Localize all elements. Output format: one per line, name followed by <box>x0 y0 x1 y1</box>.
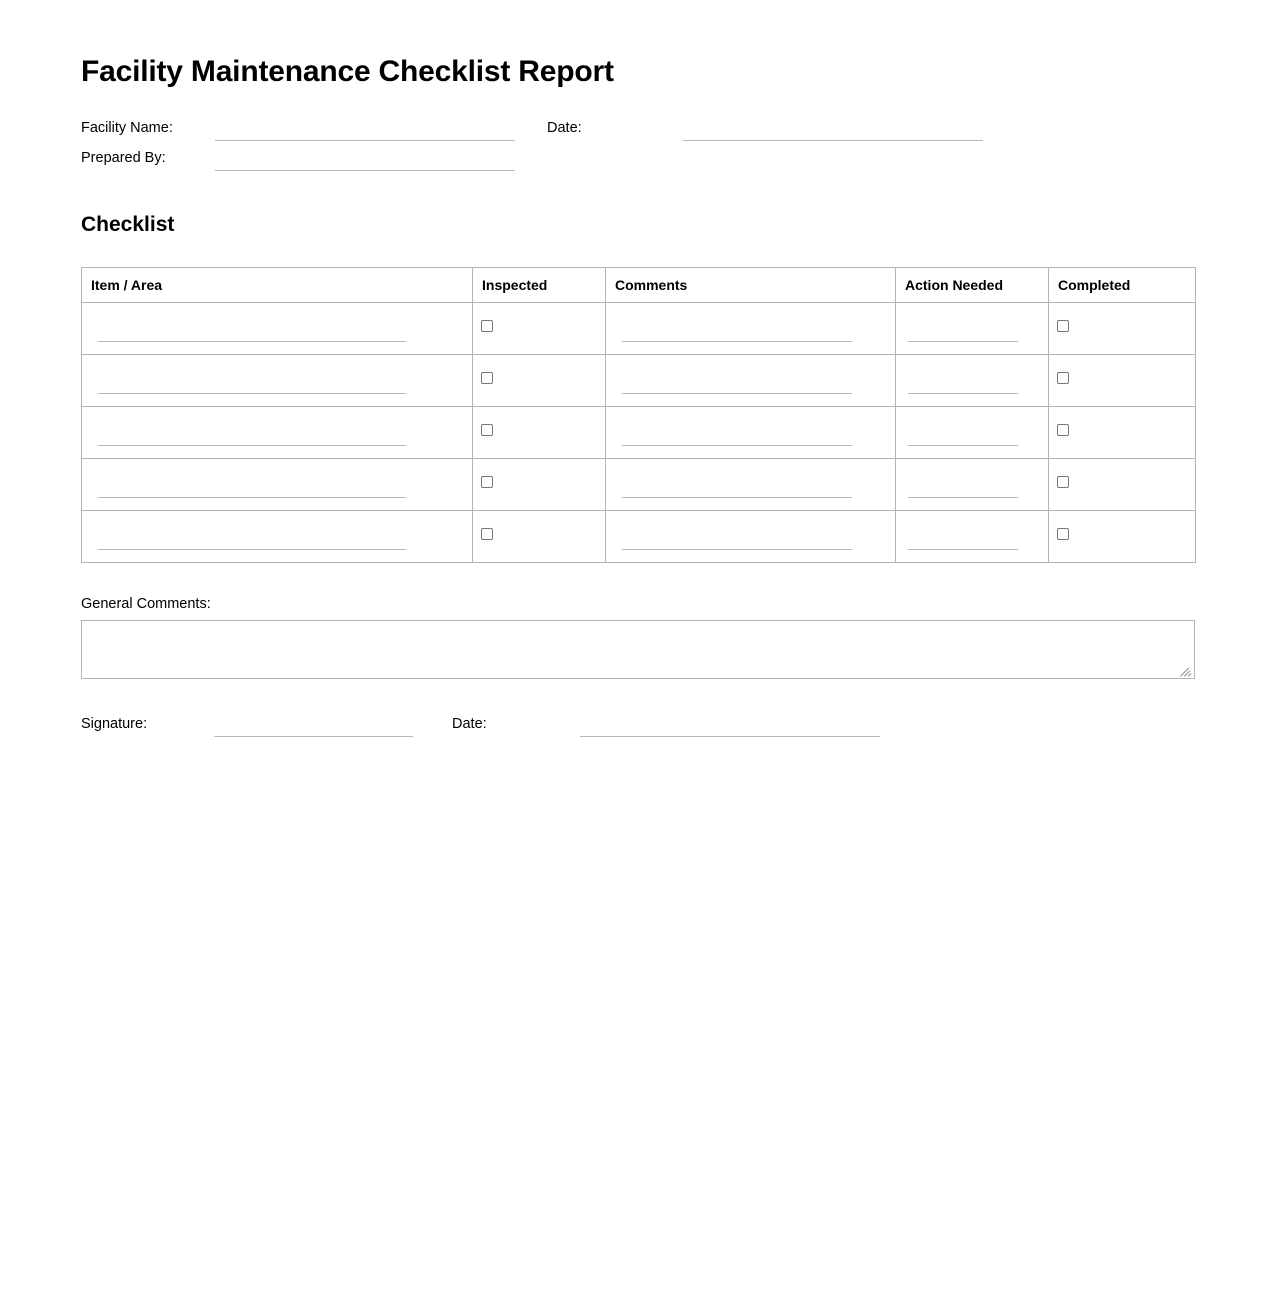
item-area-input[interactable] <box>98 497 406 498</box>
signature-label: Signature: <box>81 716 148 732</box>
cell-action-needed <box>896 303 1049 355</box>
prepared-by-input[interactable] <box>215 170 515 171</box>
item-area-input[interactable] <box>98 341 406 342</box>
cell-action-needed <box>896 407 1049 459</box>
comments-input[interactable] <box>622 497 852 498</box>
cell-comments <box>606 459 896 511</box>
item-area-input[interactable] <box>98 549 406 550</box>
checklist-table <box>81 267 1196 563</box>
action-needed-input[interactable] <box>908 497 1018 498</box>
cell-item-area <box>82 459 473 511</box>
table-row <box>82 407 1196 459</box>
prepared-by-label: Prepared By: <box>81 150 166 166</box>
cell-inspected <box>473 511 606 563</box>
action-needed-input[interactable] <box>908 393 1018 394</box>
column-header-action-needed: Action Needed <box>896 268 1049 303</box>
cell-completed <box>1049 459 1196 511</box>
inspected-checkbox[interactable] <box>481 320 493 332</box>
item-area-input[interactable] <box>98 393 406 394</box>
table-row <box>82 459 1196 511</box>
cell-inspected <box>473 407 606 459</box>
inspected-checkbox[interactable] <box>481 528 493 540</box>
cell-item-area <box>82 511 473 563</box>
checklist-section-heading: Checklist <box>81 213 175 236</box>
table-header-row <box>82 268 1196 303</box>
cell-completed <box>1049 511 1196 563</box>
signature-input[interactable] <box>214 736 413 737</box>
completed-checkbox[interactable] <box>1057 528 1069 540</box>
facility-name-input[interactable] <box>215 140 515 141</box>
cell-inspected <box>473 459 606 511</box>
document-meta-block <box>81 118 1191 178</box>
report-date-input[interactable] <box>683 140 983 141</box>
cell-item-area <box>82 355 473 407</box>
completed-checkbox[interactable] <box>1057 476 1069 488</box>
meta-row-facility-date <box>81 118 1191 148</box>
cell-inspected <box>473 355 606 407</box>
comments-input[interactable] <box>622 341 852 342</box>
comments-input[interactable] <box>622 549 852 550</box>
column-header-item-area: Item / Area <box>82 268 473 303</box>
meta-row-prepared-by <box>81 148 1191 178</box>
general-comments-label: General Comments: <box>81 596 211 612</box>
completed-checkbox[interactable] <box>1057 424 1069 436</box>
inspected-checkbox[interactable] <box>481 372 493 384</box>
cell-completed <box>1049 355 1196 407</box>
cell-completed <box>1049 407 1196 459</box>
report-date-label: Date: <box>547 120 582 136</box>
comments-input[interactable] <box>622 393 852 394</box>
item-area-input[interactable] <box>98 445 406 446</box>
table-row <box>82 511 1196 563</box>
action-needed-input[interactable] <box>908 341 1018 342</box>
column-header-completed: Completed <box>1049 268 1196 303</box>
cell-action-needed <box>896 511 1049 563</box>
signature-date-input[interactable] <box>580 736 880 737</box>
column-header-comments: Comments <box>606 268 896 303</box>
signature-footer <box>81 714 1191 744</box>
action-needed-input[interactable] <box>908 445 1018 446</box>
cell-inspected <box>473 303 606 355</box>
completed-checkbox[interactable] <box>1057 320 1069 332</box>
page-title: Facility Maintenance Checklist Report <box>81 55 614 88</box>
inspected-checkbox[interactable] <box>481 476 493 488</box>
resize-handle-icon[interactable] <box>1179 663 1193 677</box>
action-needed-input[interactable] <box>908 549 1018 550</box>
table-row <box>82 355 1196 407</box>
general-comments-textarea[interactable] <box>81 620 1195 679</box>
completed-checkbox[interactable] <box>1057 372 1069 384</box>
cell-item-area <box>82 303 473 355</box>
column-header-inspected: Inspected <box>473 268 606 303</box>
cell-comments <box>606 303 896 355</box>
table-row <box>82 303 1196 355</box>
facility-name-label: Facility Name: <box>81 120 173 136</box>
inspected-checkbox[interactable] <box>481 424 493 436</box>
cell-comments <box>606 511 896 563</box>
cell-comments <box>606 407 896 459</box>
cell-action-needed <box>896 355 1049 407</box>
cell-completed <box>1049 303 1196 355</box>
comments-input[interactable] <box>622 445 852 446</box>
cell-comments <box>606 355 896 407</box>
signature-date-label: Date: <box>452 716 487 732</box>
cell-action-needed <box>896 459 1049 511</box>
cell-item-area <box>82 407 473 459</box>
